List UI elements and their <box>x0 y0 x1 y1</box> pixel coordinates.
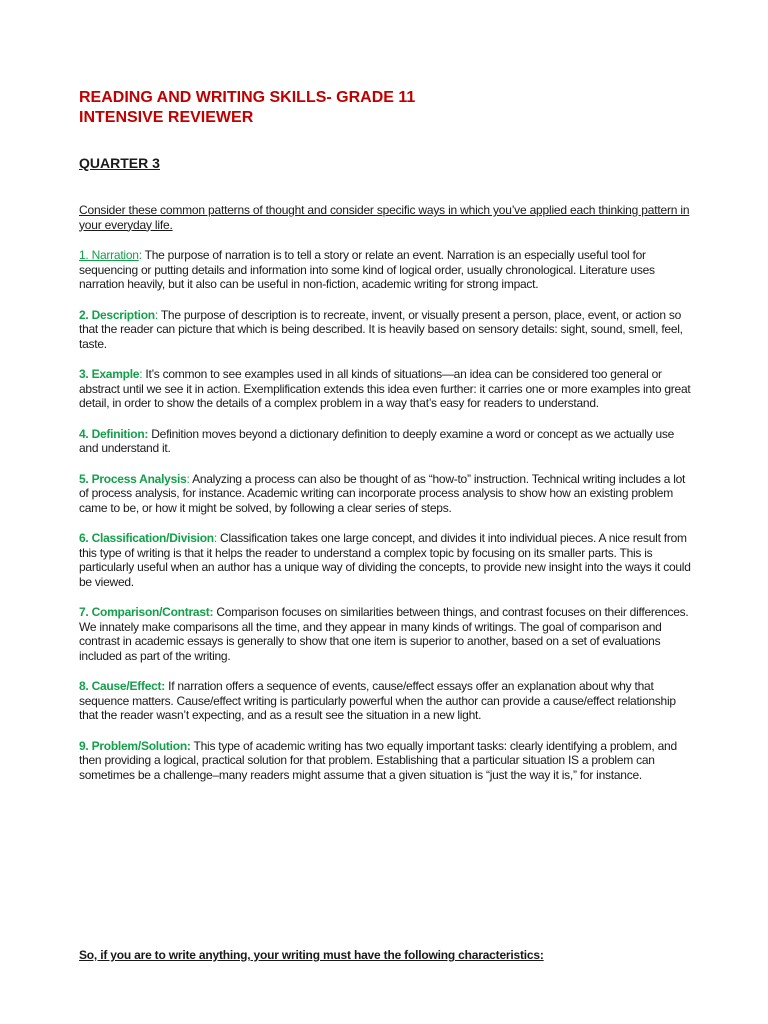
pattern-label: 4. Definition: <box>79 426 149 441</box>
document-body <box>79 88 695 782</box>
pattern-definition <box>79 427 695 456</box>
pattern-text: Analyzing a process can also be thought of as “how-to” instruction. Technical writing includes a lot of process analysis, for instance. Academic writing can incorporate process analysis to show how an existing problem came to be, or how it might be solved, by following a clear series of steps. <box>79 471 686 515</box>
pattern-label: 1. Narration <box>79 248 139 262</box>
pattern-text: Definition moves beyond a dictionary definition to deeply examine a word or concept as we actually use and understand it. <box>79 426 675 455</box>
pattern-text: The purpose of description is to recreate, invent, or visually present a person, place, event, or action so that the reader can picture that which is being described. It is heavily based on sensory details: sight, sound, smell, feel, taste. <box>79 307 683 351</box>
pattern-cause-effect <box>79 679 695 723</box>
pattern-label: 9. Problem/Solution: <box>79 738 191 753</box>
pattern-process-analysis: 5. Process Analysis: Analyzing a process can also be thought of as “how-to” instruction. Technical writing includes a lot of process analysis, for instance. Academic writing can incorporate process analysis to show how an existing problem came to be, or how it might be solved, by following a clear series of steps. <box>79 471 686 515</box>
characteristics-heading: So, if you are to write anything, your writing must have the following characteristics: <box>79 948 544 962</box>
pattern-description: 2. Description: The purpose of description is to recreate, invent, or visually present a person, place, event, or action so that the reader can picture that which is being described. It is heavily based on sensory details: sight, sound, smell, feel, taste. <box>79 307 683 351</box>
pattern-text: This type of academic writing has two equally important tasks: clearly identifying a problem, and then providing a logical, practical solution for that problem. Establishing that a particular situation IS a problem can sometimes be a challenge–many readers might assume that a given situation is “just the way it is,” for instance. <box>79 738 677 782</box>
pattern-comparison-contrast <box>79 605 695 663</box>
pattern-text: It’s common to see examples used in all kinds of situations—an idea can be considered too general or abstract until we see it in action. Exemplification extends this idea even further: it carries one or more examples into great detail, in order to show the details of a complex problem in a way that’s easy for readers to understand. <box>79 367 691 410</box>
pattern-example: 3. Example: It’s common to see examples used in all kinds of situations—an idea can be considered too general or abstract until we see it in action. Exemplification extends this idea even further: it carries one or more examples into great detail, in order to show the details of a complex problem in a way that’s easy for readers to understand. <box>79 367 691 410</box>
pattern-text: Comparison focuses on similarities between things, and contrast focuses on their differences. We innately make comparisons all the time, and they appear in many kinds of writings. The goal of comparison and contrast in academic essays is generally to show that one item is superior to another, based on a set of evaluations included as part of the writing. <box>79 605 689 663</box>
document-title <box>79 88 695 128</box>
pattern-label: 6. Classification/Division <box>79 531 214 545</box>
pattern-narration: 1. Narration: The purpose of narration is to tell a story or relate an event. Narration is an especially useful tool for sequencing or putting details and information into some kind of logical order, usually chronological. Literature uses narration heavily, but it also can be useful in non-fiction, academic writing for strong impact. <box>79 248 655 291</box>
pattern-problem-solution <box>79 739 695 783</box>
title-line-2: INTENSIVE REVIEWER <box>79 109 254 126</box>
pattern-label: 3. Example <box>79 367 140 381</box>
intro-paragraph: Consider these common patterns of thought and consider specific ways in which you’ve applied each thinking pattern in your everyday life. <box>79 203 690 232</box>
pattern-text: The purpose of narration is to tell a story or relate an event. Narration is an especially useful tool for sequencing or putting details and information into some kind of logical order, usually chronological. Literature uses narration heavily, but it also can be useful in non-fiction, academic writing for strong impact. <box>79 248 655 291</box>
pattern-label: 5. Process Analysis <box>79 471 187 486</box>
pattern-text: Classification takes one large concept, and divides it into individual pieces. A nice result from this type of writing is that it helps the reader to understand a complex topic by focusing on its smaller parts. This is particularly useful when an author has a unique way of dividing the concepts, to provide new insight into the ways it could be viewed. <box>79 531 691 589</box>
pattern-classification-division: 6. Classification/Division: Classification takes one large concept, and divides it into individual pieces. A nice result from this type of writing is that it helps the reader to understand a complex topic by focusing on its smaller parts. This is particularly useful when an author has a unique way of dividing the concepts, to provide new insight into the ways it could be viewed. <box>79 531 691 589</box>
pattern-label: 8. Cause/Effect: <box>79 679 166 693</box>
quarter-heading: QUARTER 3 <box>79 155 160 171</box>
pattern-label: 7. Comparison/Contrast: <box>79 605 214 619</box>
title-line-1: READING AND WRITING SKILLS- GRADE 11 <box>79 89 416 106</box>
pattern-text: If narration offers a sequence of events, cause/effect essays offer an explanation about why that sequence matters. Cause/effect writing is particularly powerful when the author can provide a cause/effect relationship that the reader wasn’t expecting, and as a result see the situation in a new light. <box>79 679 676 722</box>
pattern-label: 2. Description <box>79 307 155 322</box>
